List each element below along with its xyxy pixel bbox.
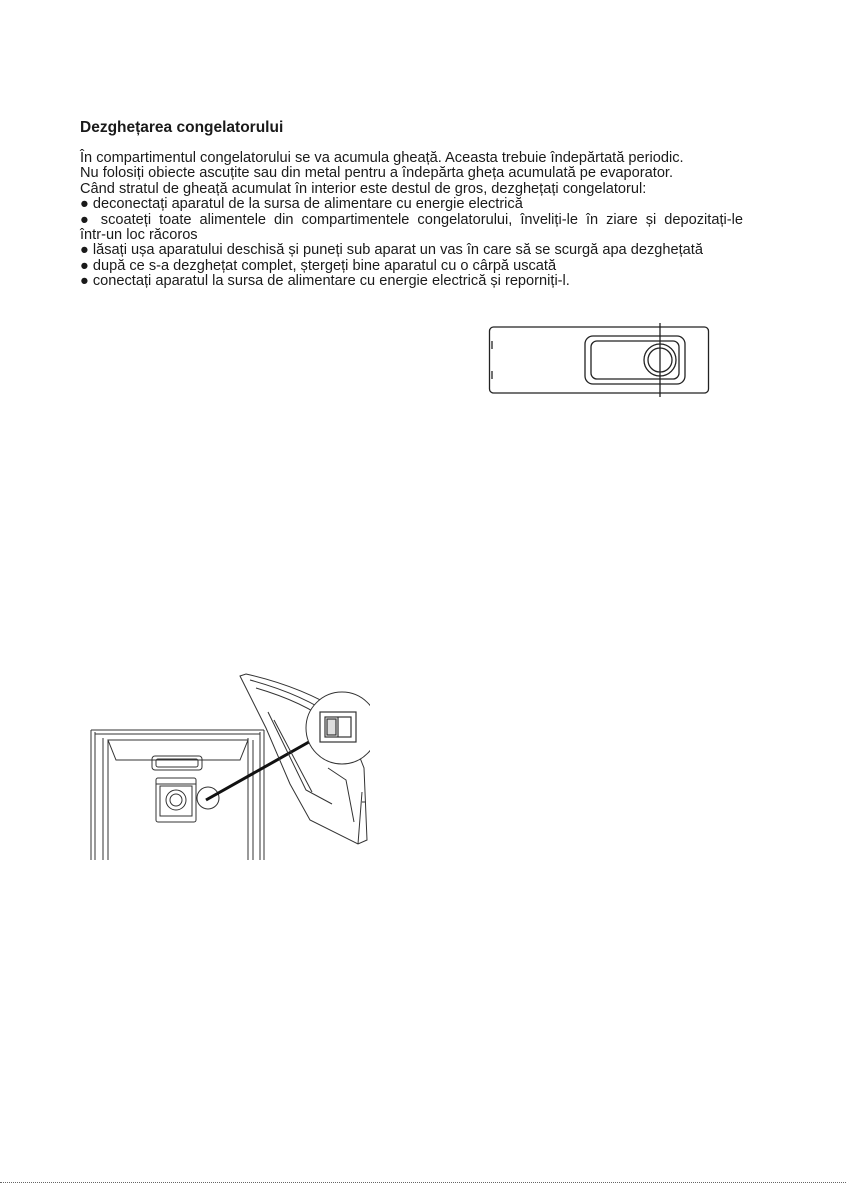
paragraph-line: Când stratul de gheață acumulat în interior este destul de gros, dezghețați congelatorul: [80,180,647,197]
bullet-item-continuation: într-un loc răcoros [80,227,198,244]
section-heading: Dezghețarea congelatorului [80,119,284,136]
bullet-item: ● lăsați ușa aparatului deschisă și puneți sub aparat un vas în care să se scurgă apa dezghețată [80,242,703,259]
control-box [156,778,196,822]
paragraph-line: În compartimentul congelatorului se va acumula gheață. Aceasta trebuie îndepărtată periodic. [80,150,684,166]
bullet-item: ● conectați aparatul la sursa de alimentare cu energie electrică și reporniți-l. [80,273,570,290]
paragraph-line: Nu folosiți obiecte ascuțite sau din metal pentru a îndepărta gheța acumulată pe evaporator. [80,165,674,182]
bullet-item: ● scoateți toate alimentele din compartimentele congelatorului, înveliți-le în ziare și depozitați-le [80,211,743,228]
bullet-item: ● deconectați aparatul de la sursa de alimentare cu energie electrică [80,196,523,213]
cabinet-walls [91,730,264,860]
switch-panel-diagram [488,323,712,397]
rocker-switch [585,336,685,384]
defrost-instructions [80,151,743,290]
fridge-interior-diagram [80,672,370,862]
thermostat-knob-icon [166,790,186,810]
top-light-housing [108,740,248,770]
page-footer-rule [0,1182,846,1183]
bullet-item: ● după ce s-a dezghețat complet, ștergeți bine aparatul cu o cârpă uscată [80,257,557,274]
switch-detail [320,712,356,742]
